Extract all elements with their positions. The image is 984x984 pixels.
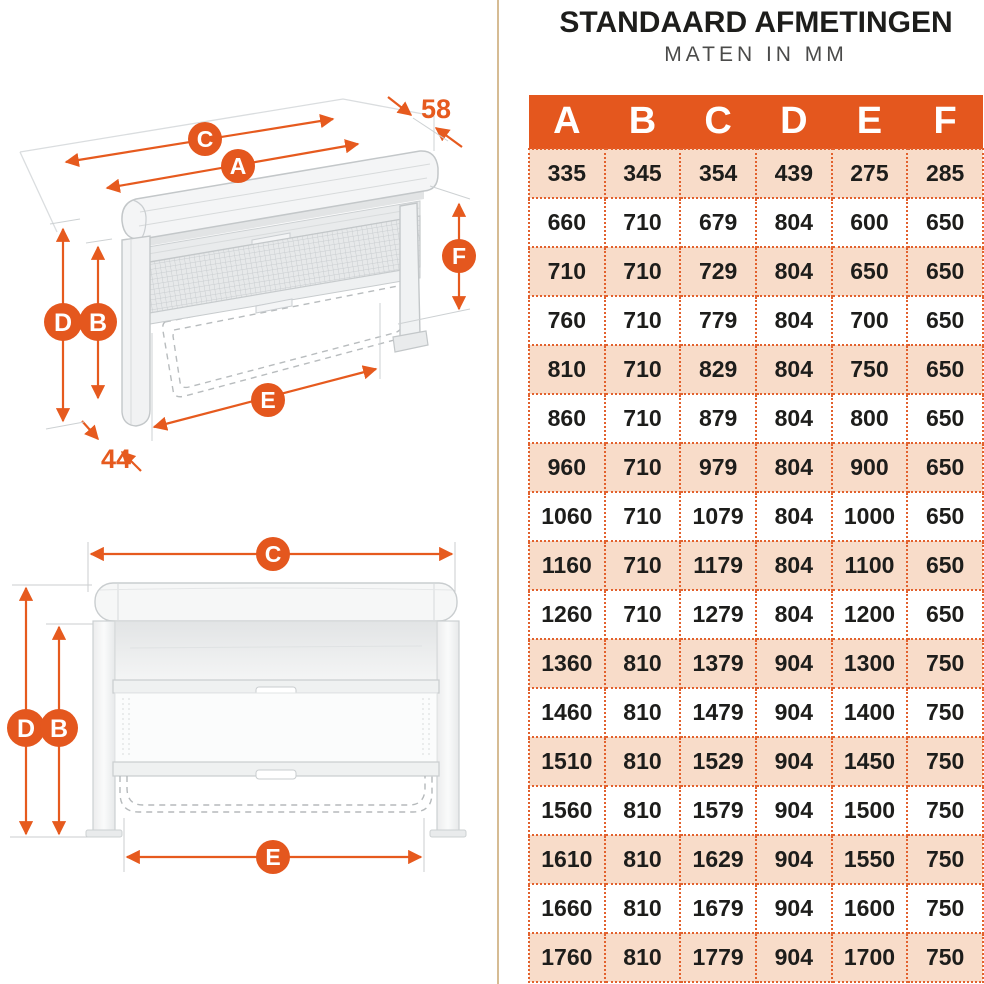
table-cell: 1660	[529, 884, 605, 933]
table-header	[529, 95, 983, 149]
table-cell: 650	[907, 198, 983, 247]
table-row	[529, 296, 983, 345]
table-cell: 650	[907, 541, 983, 590]
table-cell: 1060	[529, 492, 605, 541]
table-cell: 810	[605, 884, 681, 933]
table-cell: 1700	[832, 933, 908, 982]
table-cell: 979	[680, 443, 756, 492]
table-cell: 1300	[832, 639, 908, 688]
table-cell: 600	[832, 198, 908, 247]
table-cell: 904	[756, 688, 832, 737]
table-cell: 285	[907, 149, 983, 198]
table-row	[529, 443, 983, 492]
dim-label-c: C	[196, 126, 214, 152]
table-cell: 710	[605, 590, 681, 639]
table-cell: 750	[907, 688, 983, 737]
table-cell: 650	[907, 492, 983, 541]
dim-label-c-front: C	[264, 541, 282, 567]
table-row	[529, 835, 983, 884]
front-cassette	[95, 583, 457, 621]
table-cell: 650	[907, 443, 983, 492]
table-cell: 650	[907, 394, 983, 443]
table-cell: 960	[529, 443, 605, 492]
table-cell: 750	[907, 639, 983, 688]
table-cell: 1400	[832, 688, 908, 737]
table-cell: 1510	[529, 737, 605, 786]
table-cell: 904	[756, 835, 832, 884]
table-cell: 710	[605, 443, 681, 492]
column-header: F	[907, 95, 983, 149]
table-cell: 1160	[529, 541, 605, 590]
table-cell: 1279	[680, 590, 756, 639]
dim-label-d-front: D	[16, 715, 36, 743]
table-cell: 810	[605, 688, 681, 737]
table-cell: 660	[529, 198, 605, 247]
table-cell: 650	[907, 296, 983, 345]
table-cell: 750	[907, 737, 983, 786]
table-cell: 1450	[832, 737, 908, 786]
table-cell: 710	[605, 247, 681, 296]
dim-label-e-front: E	[265, 844, 281, 870]
table-cell: 275	[832, 149, 908, 198]
table-cell: 710	[605, 345, 681, 394]
table-row	[529, 198, 983, 247]
table-cell: 904	[756, 786, 832, 835]
dimensions-table	[528, 95, 984, 983]
table-cell: 804	[756, 443, 832, 492]
table-cell: 710	[605, 296, 681, 345]
table-cell: 1610	[529, 835, 605, 884]
table-cell: 710	[605, 492, 681, 541]
table-cell: 904	[756, 884, 832, 933]
table-cell: 804	[756, 492, 832, 541]
front-handle-2	[256, 770, 296, 779]
table-cell: 750	[832, 345, 908, 394]
table-row	[529, 884, 983, 933]
table-row	[529, 149, 983, 198]
dim-label-d: D	[53, 309, 73, 337]
table-cell: 779	[680, 296, 756, 345]
table-cell: 804	[756, 247, 832, 296]
table-cell: 1460	[529, 688, 605, 737]
table-cell: 1260	[529, 590, 605, 639]
column-header: D	[756, 95, 832, 149]
page-title: STANDAARD AFMETINGEN	[559, 6, 953, 39]
table-cell: 700	[832, 296, 908, 345]
table-cell: 804	[756, 394, 832, 443]
isometric-diagram	[0, 0, 520, 520]
table-cell: 810	[605, 639, 681, 688]
table-cell: 1779	[680, 933, 756, 982]
table-cell: 1079	[680, 492, 756, 541]
page-subtitle: MATEN IN MM	[664, 43, 848, 66]
table-cell: 1200	[832, 590, 908, 639]
column-header: A	[529, 95, 605, 149]
table-cell: 810	[605, 786, 681, 835]
table-cell: 750	[907, 835, 983, 884]
left-rail	[122, 236, 150, 426]
pane-divider	[497, 0, 499, 984]
table-row	[529, 492, 983, 541]
table-cell: 1479	[680, 688, 756, 737]
table-cell: 810	[605, 933, 681, 982]
table-cell: 1179	[680, 541, 756, 590]
table-cell: 804	[756, 296, 832, 345]
table-cell: 804	[756, 345, 832, 394]
dim-label-b-front: B	[49, 715, 69, 743]
table-cell: 810	[605, 835, 681, 884]
table-cell: 679	[680, 198, 756, 247]
table-cell: 650	[907, 590, 983, 639]
table-cell: 804	[756, 590, 832, 639]
dim-value-44: 44	[100, 444, 132, 474]
table-row	[529, 639, 983, 688]
table-cell: 1760	[529, 933, 605, 982]
table-cell: 1579	[680, 786, 756, 835]
table-row	[529, 247, 983, 296]
table-cell: 1560	[529, 786, 605, 835]
table-cell: 1600	[832, 884, 908, 933]
table-body	[529, 149, 983, 982]
table-cell: 710	[605, 541, 681, 590]
table-cell: 879	[680, 394, 756, 443]
dim-label-b: B	[88, 309, 108, 337]
table-cell: 1000	[832, 492, 908, 541]
table-cell: 1529	[680, 737, 756, 786]
table-cell: 860	[529, 394, 605, 443]
table-row	[529, 541, 983, 590]
table-cell: 1679	[680, 884, 756, 933]
table-cell: 760	[529, 296, 605, 345]
header-row	[529, 95, 983, 149]
table-cell: 710	[605, 394, 681, 443]
front-blind	[113, 621, 439, 779]
table-cell: 1550	[832, 835, 908, 884]
column-header: B	[605, 95, 681, 149]
table-cell: 750	[907, 884, 983, 933]
table-cell: 710	[529, 247, 605, 296]
table-row	[529, 786, 983, 835]
front-diagram	[0, 520, 520, 984]
column-header: C	[680, 95, 756, 149]
table-cell: 650	[907, 345, 983, 394]
table-cell: 800	[832, 394, 908, 443]
table-cell: 1629	[680, 835, 756, 884]
column-header: E	[832, 95, 908, 149]
dim-label-a: A	[229, 153, 247, 179]
table-cell: 1100	[832, 541, 908, 590]
table-cell: 1379	[680, 639, 756, 688]
table-cell: 750	[907, 786, 983, 835]
table-cell: 729	[680, 247, 756, 296]
table-cell: 829	[680, 345, 756, 394]
table-cell: 1360	[529, 639, 605, 688]
table-cell: 904	[756, 737, 832, 786]
table-cell: 1500	[832, 786, 908, 835]
table-cell: 650	[832, 247, 908, 296]
table-cell: 904	[756, 639, 832, 688]
table-cell: 804	[756, 541, 832, 590]
dim-label-e: E	[260, 387, 276, 413]
table-cell: 335	[529, 149, 605, 198]
table-cell: 345	[605, 149, 681, 198]
table-row	[529, 590, 983, 639]
table-cell: 439	[756, 149, 832, 198]
table-cell: 810	[529, 345, 605, 394]
table-cell: 750	[907, 933, 983, 982]
dim-label-f: F	[451, 243, 467, 269]
table-cell: 900	[832, 443, 908, 492]
table-row	[529, 737, 983, 786]
table-cell: 804	[756, 198, 832, 247]
table-cell: 354	[680, 149, 756, 198]
dimensions-pane	[528, 0, 984, 984]
table-cell: 710	[605, 198, 681, 247]
table-row	[529, 688, 983, 737]
table-row	[529, 394, 983, 443]
table-cell: 810	[605, 737, 681, 786]
table-row	[529, 933, 983, 982]
table-row	[529, 345, 983, 394]
table-cell: 904	[756, 933, 832, 982]
title-block	[528, 6, 984, 66]
table-cell: 650	[907, 247, 983, 296]
front-window-dashed-outline	[120, 776, 432, 812]
dim-value-58: 58	[420, 94, 452, 124]
